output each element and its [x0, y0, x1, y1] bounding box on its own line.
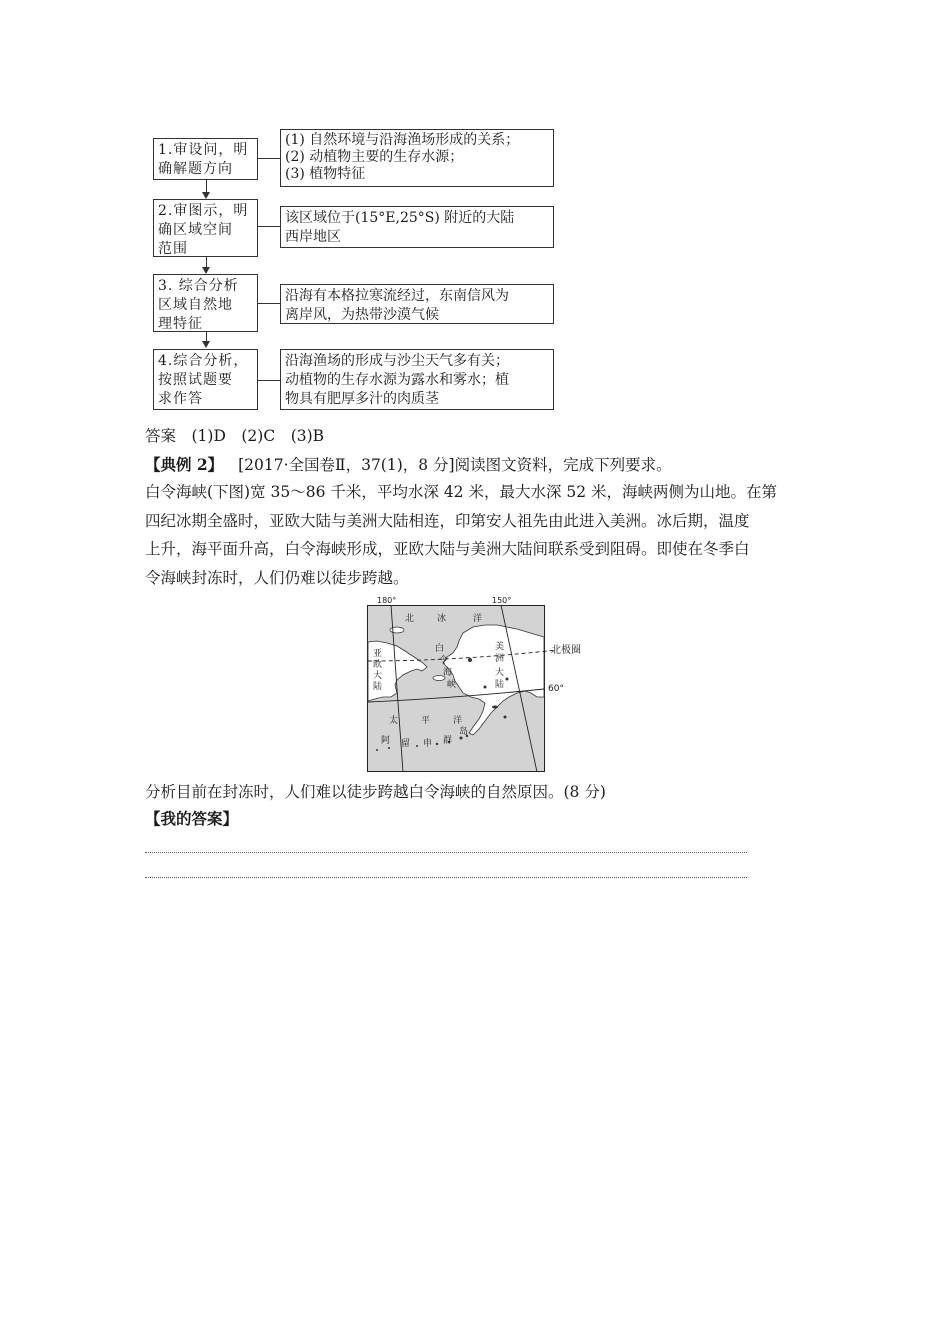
flow-step-3-line: 区域自然地 [158, 297, 233, 313]
strait-label: 白 [435, 644, 445, 654]
eurasia-label: 欧 [373, 660, 383, 670]
flow-step-2 [153, 199, 258, 257]
eurasia-label: 大 [373, 671, 383, 681]
flow-step-4-line: 4.综合分析， [158, 353, 249, 369]
america-label: 大 [495, 668, 505, 678]
arctic-ocean-label: 北 [405, 614, 415, 624]
aleutian-label: 群 [443, 736, 453, 746]
flow-step-2-line: 2.审图示，明 [158, 203, 249, 219]
flow-answer-1-line: (1) 自然环境与沿海渔场形成的关系； [285, 132, 520, 148]
aleutian-label: 岛 [459, 727, 469, 737]
flow-answer-1-line: (3) 植物特征 [285, 166, 366, 182]
arctic-ocean-label: 洋 [473, 614, 483, 624]
flow-step-4 [153, 349, 258, 410]
strait-label: 峡 [447, 680, 457, 690]
paragraph-line: 四纪冰期全盛时，亚欧大陆与美洲大陆相连，印第安人祖先由此进入美洲。冰后期，温度 [145, 511, 750, 530]
wrangel-island [390, 627, 404, 633]
arctic-ocean-label: 冰 [437, 614, 447, 624]
example-tag: 【典例 2】 [145, 455, 224, 474]
flow-arrow-head [202, 341, 210, 348]
flow-answer-2 [280, 206, 554, 248]
map-spot [468, 658, 472, 662]
flow-step-1 [153, 138, 258, 180]
pacific-label: 洋 [453, 716, 463, 726]
strait-label: 令 [439, 656, 449, 666]
flow-answer-4-line: 动植物的生存水源为露水和雾水；植 [285, 372, 509, 388]
lat-60-label: 60° [548, 684, 564, 694]
flow-answer-4 [280, 349, 554, 410]
example-paragraph [145, 478, 810, 592]
example-source: [2017·全国卷Ⅱ，37(1)，8 分]阅读图文资料，完成下列要求。 [238, 456, 672, 474]
flow-answer-1 [280, 129, 554, 187]
flow-answer-4-line: 沿海渔场的形成与沙尘天气多有关； [285, 353, 509, 369]
flow-answer-2-line: 西岸地区 [285, 229, 341, 245]
flow-connector [258, 380, 280, 381]
answer-dotted-line[interactable] [145, 877, 747, 878]
america-label: 洲 [495, 654, 505, 664]
answer-dotted-line[interactable] [145, 852, 747, 853]
flow-step-4-line: 按照试题要 [158, 372, 233, 388]
flow-step-3 [153, 274, 258, 332]
flow-answer-1-line: (2) 动植物主要的生存水源； [285, 149, 464, 165]
paragraph-line: 上升，海平面升高，白令海峡形成，亚欧大陆与美洲大陆间联系受到阻碍。即使在冬季白 [145, 540, 750, 558]
america-label: 陆 [495, 680, 505, 690]
paragraph-line: 白令海峡(下图)宽 35～86 千米，平均水深 42 米，最大水深 52 米，海峡两侧为山地。在第 [145, 483, 778, 501]
arctic-circle-label: 北极圈 [551, 645, 581, 656]
map-spot [506, 678, 509, 681]
america-label: 美 [495, 642, 505, 652]
flow-connector [258, 158, 280, 159]
map-spot [492, 706, 498, 709]
flow-step-3-line: 理特征 [158, 316, 203, 332]
flow-step-2-line: 范围 [158, 241, 188, 257]
question-text: 分析目前在封冻时，人们难以徒步跨越白令海峡的自然原因。(8 分) [145, 783, 606, 801]
lon-150-label: 150° [492, 596, 512, 605]
aleutian-label: 阿 [381, 736, 391, 746]
flow-answer-2-line: 该区域位于(15°E,25°S) 附近的大陆 [285, 210, 515, 226]
eurasia-label: 陆 [373, 682, 383, 692]
flow-answer-4-line: 物具有肥厚多汁的肉质茎 [285, 391, 439, 407]
flow-connector [258, 303, 280, 304]
flow-step-2-line: 确区域空间 [158, 222, 233, 238]
lon-180-label: 180° [377, 596, 397, 605]
pacific-label: 太 [389, 716, 399, 726]
my-answer-label: 【我的答案】 [145, 809, 239, 828]
flow-arrow-head [202, 192, 210, 199]
aleutian-label: 留 [401, 739, 411, 749]
flow-step-3-line: 3. 综合分析 [158, 278, 239, 294]
pacific-label: 平 [421, 716, 431, 726]
flow-arrow-head [202, 267, 210, 274]
example-header [145, 453, 672, 475]
strait-label: 海 [443, 668, 453, 678]
flow-step-1-line: 1.审设问，明 [158, 142, 249, 158]
flow-answer-3 [280, 284, 554, 324]
flow-answer-3-line: 离岸风，为热带沙漠气候 [285, 307, 439, 323]
aleutian-label: 申 [423, 739, 433, 749]
map-spot [484, 686, 487, 689]
eurasia-label: 亚 [373, 649, 383, 659]
paragraph-line: 令海峡封冻时，人们仍难以徒步跨越。 [145, 568, 409, 587]
flow-step-4-line: 求作答 [158, 391, 203, 407]
answer-line: 答案 (1)D (2)C (3)B [145, 427, 325, 445]
flow-step-1-line: 确解题方向 [158, 161, 233, 177]
bering-strait-map [367, 596, 545, 773]
flow-connector [258, 226, 280, 227]
flow-answer-3-line: 沿海有本格拉寒流经过，东南信风为 [285, 288, 509, 304]
